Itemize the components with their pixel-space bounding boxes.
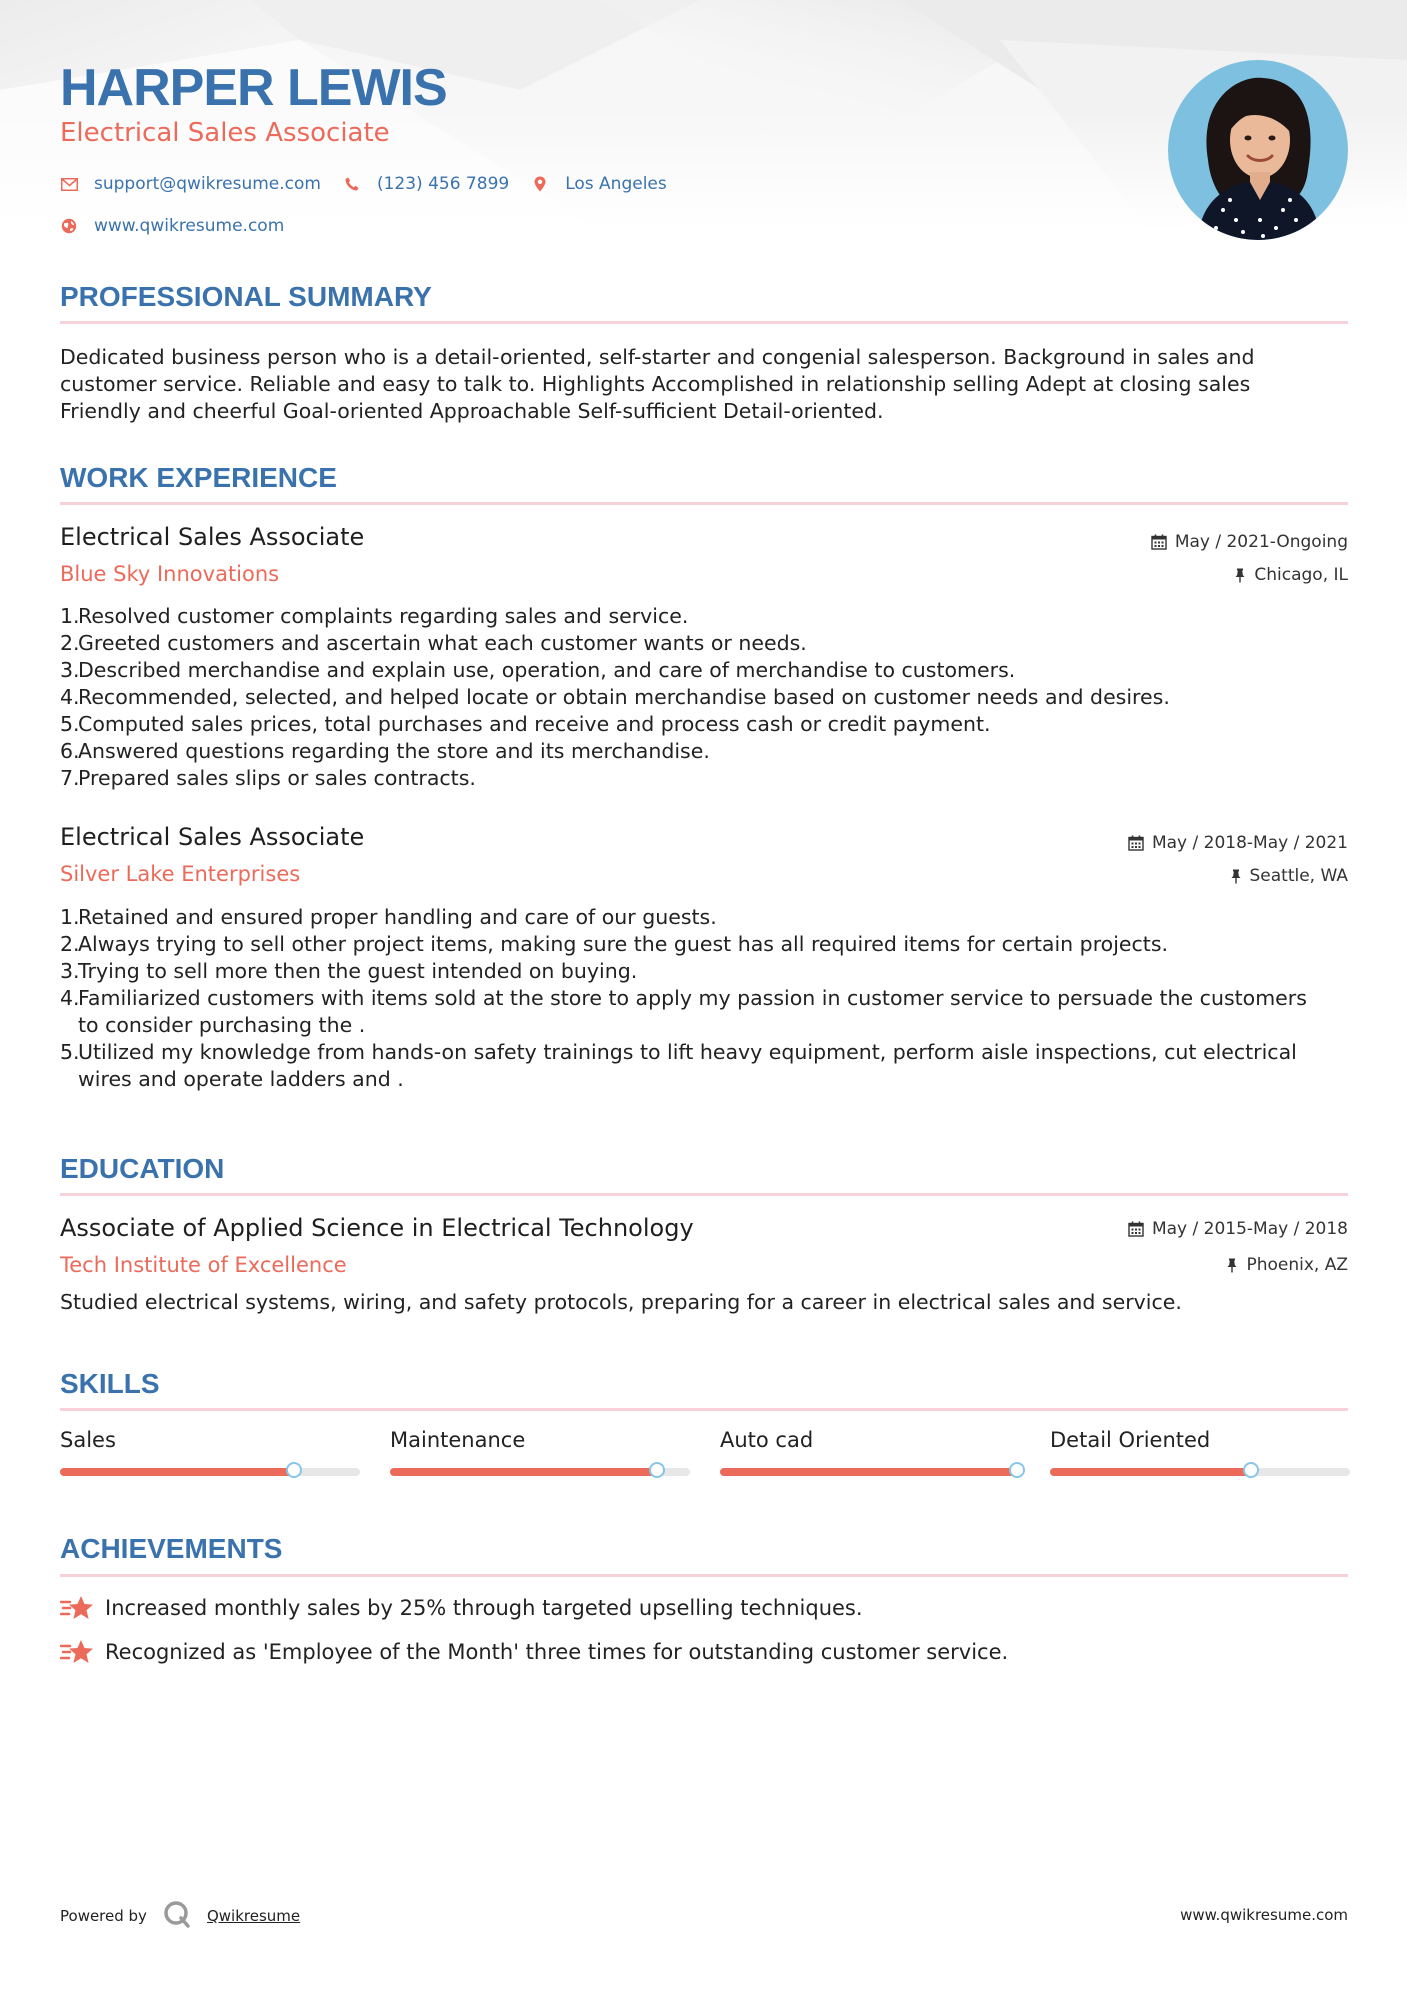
duty-number: 7. bbox=[60, 766, 80, 790]
duty-item bbox=[60, 931, 1348, 958]
contact-row-primary bbox=[60, 174, 689, 194]
skill-level-bar bbox=[720, 1468, 1020, 1476]
duty-line: Trying to sell more then the guest intended on buying. bbox=[78, 959, 638, 983]
education-dates-text: May / 2015-May / 2018 bbox=[1151, 1219, 1348, 1239]
duty-line: Retained and ensured proper handling and care of our guests. bbox=[78, 905, 717, 929]
education-location bbox=[1226, 1255, 1348, 1275]
duty-text bbox=[78, 738, 710, 765]
school-name: Tech Institute of Excellence bbox=[60, 1253, 347, 1277]
job-dates-text: May / 2018-May / 2021 bbox=[1151, 833, 1348, 853]
duty-number: 4. bbox=[60, 986, 80, 1010]
calendar-icon bbox=[1128, 1221, 1144, 1237]
skill-level-bar bbox=[60, 1468, 360, 1476]
duty-line: Resolved customer complaints regarding sales and service. bbox=[78, 604, 689, 628]
job-location-text: Seattle, WA bbox=[1249, 866, 1348, 886]
duty-number: 3. bbox=[60, 959, 80, 983]
star-icon bbox=[60, 1638, 94, 1666]
duty-number: 3. bbox=[60, 658, 80, 682]
duty-list bbox=[60, 603, 1348, 792]
skill-name: Sales bbox=[60, 1428, 116, 1452]
skill-name: Maintenance bbox=[390, 1428, 526, 1452]
skill-item bbox=[390, 1428, 690, 1452]
calendar-icon bbox=[1151, 534, 1167, 550]
section-divider bbox=[60, 1193, 1348, 1196]
job-dates-text: May / 2021-Ongoing bbox=[1174, 532, 1348, 552]
duty-line: wires and operate ladders and . bbox=[78, 1067, 404, 1091]
duty-item bbox=[60, 711, 1348, 738]
powered-by-label: Powered by bbox=[60, 1907, 147, 1925]
mail-icon bbox=[60, 175, 78, 193]
education-dates bbox=[1128, 1219, 1348, 1239]
skill-level-knob bbox=[1243, 1462, 1259, 1478]
achievement-item bbox=[60, 1594, 863, 1622]
website-link[interactable]: www.qwikresume.com bbox=[94, 216, 285, 236]
pin-icon bbox=[1230, 869, 1242, 884]
star-icon bbox=[60, 1594, 94, 1622]
duty-text bbox=[78, 630, 807, 657]
qwikresume-link[interactable]: Qwikresume bbox=[206, 1907, 301, 1925]
duty-text bbox=[78, 985, 1307, 1039]
duty-item bbox=[60, 904, 1348, 931]
skill-level-fill bbox=[390, 1468, 657, 1476]
company-name: Silver Lake Enterprises bbox=[60, 862, 301, 886]
duty-line: Answered questions regarding the store and its merchandise. bbox=[78, 739, 710, 763]
calendar-icon bbox=[1128, 835, 1144, 851]
education-location-text: Phoenix, AZ bbox=[1246, 1255, 1348, 1275]
skills-heading: SKILLS bbox=[60, 1368, 160, 1399]
duty-line: Utilized my knowledge from hands-on safety trainings to lift heavy equipment, perform aisle inspections, cut electrical bbox=[78, 1040, 1297, 1064]
achievements-heading: ACHIEVEMENTS bbox=[60, 1533, 283, 1564]
skill-level-knob bbox=[286, 1462, 302, 1478]
qwikresume-logo-icon bbox=[163, 1900, 191, 1932]
duty-text bbox=[78, 657, 1015, 684]
skill-level-bar bbox=[1050, 1468, 1350, 1476]
summary-line: Friendly and cheerful Goal-oriented Approachable Self-sufficient Detail-oriented. bbox=[60, 399, 884, 423]
skill-item bbox=[60, 1428, 360, 1452]
footer-powered-by bbox=[60, 1900, 300, 1932]
skill-name: Detail Oriented bbox=[1050, 1428, 1211, 1452]
duty-text bbox=[78, 765, 476, 792]
duty-number: 1. bbox=[60, 604, 80, 628]
summary-line: customer service. Reliable and easy to talk to. Highlights Accomplished in relationship selling Adept at closing sales bbox=[60, 372, 1251, 396]
duty-line: Familiarized customers with items sold at the store to apply my passion in customer service to persuade the customers bbox=[78, 986, 1307, 1010]
job-location-text: Chicago, IL bbox=[1254, 565, 1348, 585]
duty-text bbox=[78, 904, 717, 931]
globe-icon bbox=[60, 217, 78, 235]
duty-text bbox=[78, 931, 1168, 958]
skill-item bbox=[1050, 1428, 1350, 1452]
duty-text bbox=[78, 1039, 1297, 1093]
job-title: Electrical Sales Associate bbox=[60, 823, 365, 851]
summary-heading: PROFESSIONAL SUMMARY bbox=[60, 281, 432, 312]
profile-photo bbox=[1168, 60, 1348, 240]
duty-item bbox=[60, 1039, 1348, 1093]
duty-item bbox=[60, 958, 1348, 985]
skill-level-fill bbox=[60, 1468, 294, 1476]
phone-number[interactable]: (123) 456 7899 bbox=[376, 174, 510, 194]
pin-icon bbox=[1226, 1258, 1238, 1273]
skill-level-fill bbox=[1050, 1468, 1251, 1476]
job-location bbox=[1234, 565, 1348, 585]
duty-line: Always trying to sell other project items, making sure the guest has all required items for certain projects. bbox=[78, 932, 1169, 956]
duty-item bbox=[60, 738, 1348, 765]
degree-title: Associate of Applied Science in Electrical Technology bbox=[60, 1214, 694, 1242]
section-divider bbox=[60, 502, 1348, 505]
skill-level-bar bbox=[390, 1468, 690, 1476]
candidate-title: Electrical Sales Associate bbox=[60, 118, 390, 148]
job-dates bbox=[1151, 532, 1348, 552]
experience-heading: WORK EXPERIENCE bbox=[60, 462, 337, 493]
duty-line: Prepared sales slips or sales contracts. bbox=[78, 766, 476, 790]
skill-level-knob bbox=[1009, 1462, 1025, 1478]
skill-name: Auto cad bbox=[720, 1428, 814, 1452]
achievement-text: Increased monthly sales by 25% through targeted upselling techniques. bbox=[105, 1596, 863, 1620]
duty-text bbox=[78, 603, 688, 630]
duty-line: Computed sales prices, total purchases and receive and process cash or credit payment. bbox=[78, 712, 991, 736]
company-name: Blue Sky Innovations bbox=[60, 562, 280, 586]
section-divider bbox=[60, 321, 1348, 324]
achievement-text: Recognized as 'Employee of the Month' three times for outstanding customer service. bbox=[105, 1640, 1009, 1664]
duty-text bbox=[78, 684, 1170, 711]
summary-text bbox=[60, 344, 1348, 425]
duty-item bbox=[60, 630, 1348, 657]
duty-number: 2. bbox=[60, 631, 80, 655]
duty-line: Described merchandise and explain use, operation, and care of merchandise to customers. bbox=[78, 658, 1016, 682]
section-divider bbox=[60, 1574, 1348, 1577]
job-location bbox=[1230, 866, 1349, 886]
duty-item bbox=[60, 603, 1348, 630]
contact-row-secondary bbox=[60, 216, 306, 236]
duty-list bbox=[60, 904, 1348, 1093]
skill-item bbox=[720, 1428, 1020, 1452]
duty-item bbox=[60, 657, 1348, 684]
job-dates bbox=[1128, 833, 1348, 853]
duty-item bbox=[60, 985, 1348, 1039]
duty-line: Recommended, selected, and helped locate or obtain merchandise based on customer needs and desires. bbox=[78, 685, 1170, 709]
candidate-name: HARPER LEWIS bbox=[60, 59, 447, 117]
pin-icon bbox=[1234, 568, 1246, 583]
education-description: Studied electrical systems, wiring, and safety protocols, preparing for a career in electrical sales and service. bbox=[60, 1290, 1182, 1314]
location-text: Los Angeles bbox=[565, 174, 667, 194]
duty-number: 5. bbox=[60, 1040, 80, 1064]
footer-website[interactable]: www.qwikresume.com bbox=[1180, 1906, 1348, 1924]
map-pin-icon bbox=[531, 175, 549, 193]
email-link[interactable]: support@qwikresume.com bbox=[94, 174, 321, 194]
duty-text bbox=[78, 958, 637, 985]
phone-icon bbox=[343, 175, 361, 193]
job-title: Electrical Sales Associate bbox=[60, 523, 365, 551]
duty-number: 2. bbox=[60, 932, 80, 956]
summary-line: Dedicated business person who is a detail-oriented, self-starter and congenial salesperson. Background in sales and bbox=[60, 345, 1255, 369]
duty-item bbox=[60, 765, 1348, 792]
duty-line: Greeted customers and ascertain what each customer wants or needs. bbox=[78, 631, 807, 655]
skill-level-fill bbox=[720, 1468, 1017, 1476]
skill-level-knob bbox=[649, 1462, 665, 1478]
duty-number: 4. bbox=[60, 685, 80, 709]
duty-item bbox=[60, 684, 1348, 711]
education-heading: EDUCATION bbox=[60, 1153, 225, 1184]
section-divider bbox=[60, 1408, 1348, 1411]
duty-number: 6. bbox=[60, 739, 80, 763]
duty-number: 1. bbox=[60, 905, 80, 929]
achievement-item bbox=[60, 1638, 1008, 1666]
duty-number: 5. bbox=[60, 712, 80, 736]
duty-text bbox=[78, 711, 991, 738]
duty-line: to consider purchasing the . bbox=[78, 1013, 366, 1037]
